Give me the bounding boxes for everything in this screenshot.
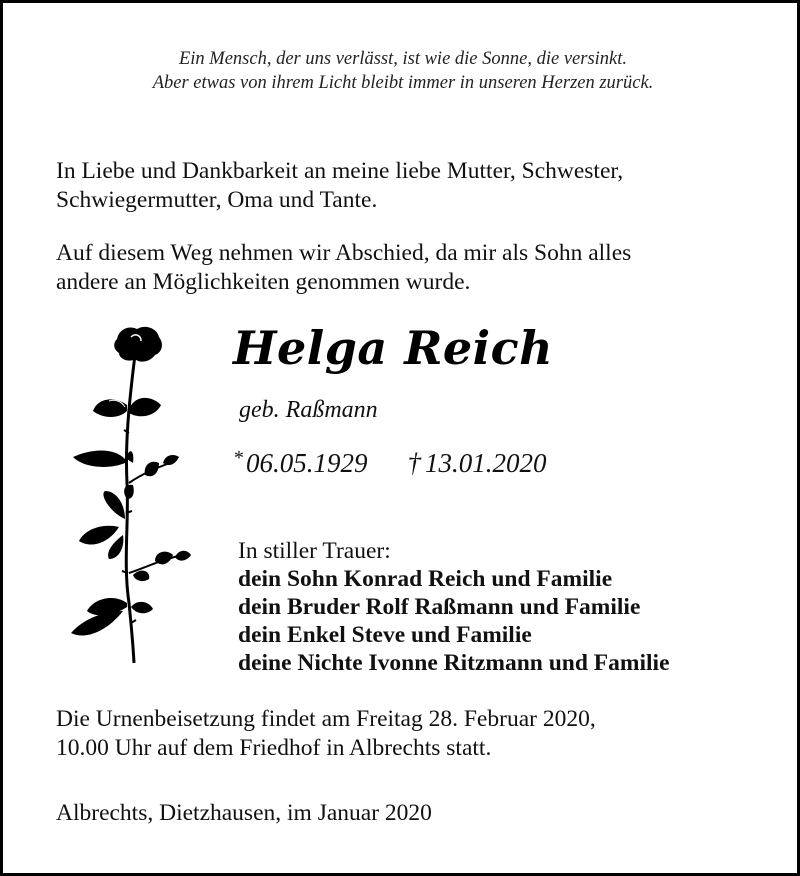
death-date: 13.01.2020 (425, 448, 547, 478)
motto-line: Ein Mensch, der uns verlässt, ist wie die Sonne, die versinkt. (178, 49, 628, 69)
birth-symbol: * (233, 447, 243, 469)
mourner-entry: deine Nichte Ivonne Ritzmann und Familie (238, 650, 670, 676)
burial-line: Die Urnenbeisetzung findet am Freitag 28. Februar 2020, (56, 706, 596, 732)
death-symbol: † (407, 448, 421, 478)
farewell-line: andere an Möglichkeiten genommen wurde. (56, 269, 471, 295)
dedication-paragraph (56, 157, 752, 215)
mourner-entry: dein Sohn Konrad Reich und Familie (238, 566, 613, 592)
deceased-name: Helga Reich (233, 321, 554, 375)
mourner-entry: dein Enkel Steve und Familie (238, 622, 532, 648)
mourners-intro: In stiller Trauer: (238, 538, 391, 564)
burial-line: 10.00 Uhr auf dem Friedhof in Albrechts statt. (56, 735, 492, 761)
burial-paragraph (56, 705, 752, 763)
farewell-paragraph (56, 239, 752, 297)
dedication-line: In Liebe und Dankbarkeit an meine liebe Mutter, Schwester, (56, 158, 624, 184)
closing-line: Albrechts, Dietzhausen, im Januar 2020 (56, 800, 432, 826)
maiden-name: geb. Raßmann (239, 397, 378, 423)
mourners-block (238, 537, 670, 677)
motto-verse (3, 47, 800, 95)
dedication-line: Schwiegermutter, Oma und Tante. (56, 187, 378, 213)
motto-line: Aber etwas von ihrem Licht bleibt immer in unseren Herzen zurück. (152, 73, 654, 93)
farewell-line: Auf diesem Weg nehmen wir Abschied, da mir als Sohn alles (56, 240, 632, 266)
life-dates (233, 447, 547, 479)
mourner-entry: dein Bruder Rolf Raßmann und Familie (238, 594, 641, 620)
rose-icon (63, 323, 193, 668)
birth-date: 06.05.1929 (246, 448, 368, 478)
